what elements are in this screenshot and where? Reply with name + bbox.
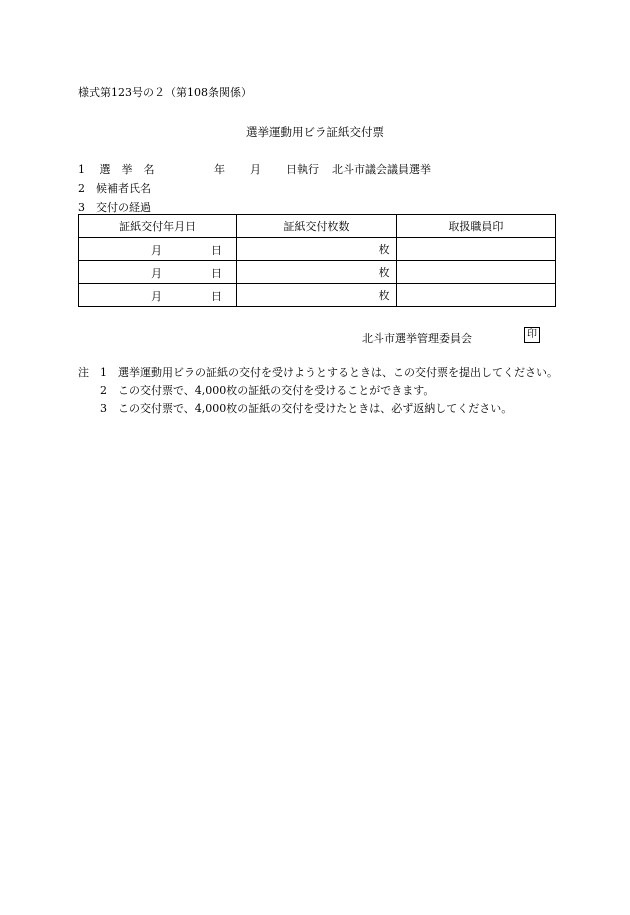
label-char: 挙 (121, 163, 133, 176)
document-title: 選挙運動用ビラ証紙交付票 (246, 125, 384, 139)
notes-section (78, 364, 558, 418)
issue-date-cell[interactable] (79, 261, 237, 284)
unit-label: 枚 (378, 289, 390, 302)
note-number: 1 (100, 366, 107, 379)
form-items (78, 160, 578, 217)
header-staff-seal: 取扱職員印 (396, 215, 555, 238)
table-row (79, 284, 556, 307)
month-label: 月 (151, 290, 162, 303)
unit-label: 枚 (378, 266, 390, 279)
month-label: 月 (250, 163, 261, 176)
month-label: 月 (151, 244, 162, 257)
item-election-name (78, 160, 578, 179)
candidate-name-label: 候補者氏名 (96, 182, 151, 195)
unit-label: 枚 (378, 243, 390, 256)
note-item (78, 364, 558, 382)
form-number: 様式第123号の２（第108条関係） (78, 86, 252, 99)
issue-count-cell[interactable] (237, 261, 396, 284)
day-label: 日 (211, 244, 222, 257)
issuance-table (78, 214, 556, 307)
item-number: 2 (78, 182, 85, 195)
header-issue-date: 証紙交付年月日 (79, 215, 237, 238)
item-number: 3 (78, 201, 85, 214)
day-label: 日 (211, 267, 222, 280)
issue-count-cell[interactable] (237, 284, 396, 307)
note-text: この交付票で、4,000枚の証紙の交付を受けたときは、必ず返納してください。 (118, 402, 513, 415)
seal-box: 印 (524, 327, 540, 343)
note-item (78, 382, 558, 400)
note-item (78, 400, 558, 418)
staff-seal-cell[interactable] (396, 238, 555, 261)
day-exec-label: 日執行 (286, 163, 319, 176)
committee-name: 北斗市選挙管理委員会 (362, 332, 472, 345)
year-label: 年 (214, 163, 225, 176)
note-text: この交付票で、4,000枚の証紙の交付を受けることができます。 (118, 384, 435, 397)
header-issue-count: 証紙交付枚数 (237, 215, 396, 238)
notes-lead: 注 (78, 366, 89, 379)
table-row (79, 238, 556, 261)
note-number: 3 (100, 402, 107, 415)
day-label: 日 (211, 290, 222, 303)
label-char: 選 (99, 163, 111, 176)
issue-date-cell[interactable] (79, 238, 237, 261)
note-number: 2 (100, 384, 107, 397)
item-candidate-name (78, 179, 578, 198)
issue-date-cell[interactable] (79, 284, 237, 307)
issuance-history-label: 交付の経過 (96, 201, 151, 214)
election-name-label (100, 160, 168, 179)
item-number: 1 (78, 163, 85, 176)
staff-seal-cell[interactable] (396, 284, 555, 307)
label-char: 名 (143, 163, 155, 176)
table-header-row (79, 215, 556, 238)
staff-seal-cell[interactable] (396, 261, 555, 284)
table-row (79, 261, 556, 284)
issue-count-cell[interactable] (237, 238, 396, 261)
election-title: 北斗市議会議員選挙 (332, 163, 431, 176)
note-text: 選挙運動用ビラの証紙の交付を受けようとするときは、この交付票を提出してください。 (118, 366, 558, 379)
month-label: 月 (151, 267, 162, 280)
